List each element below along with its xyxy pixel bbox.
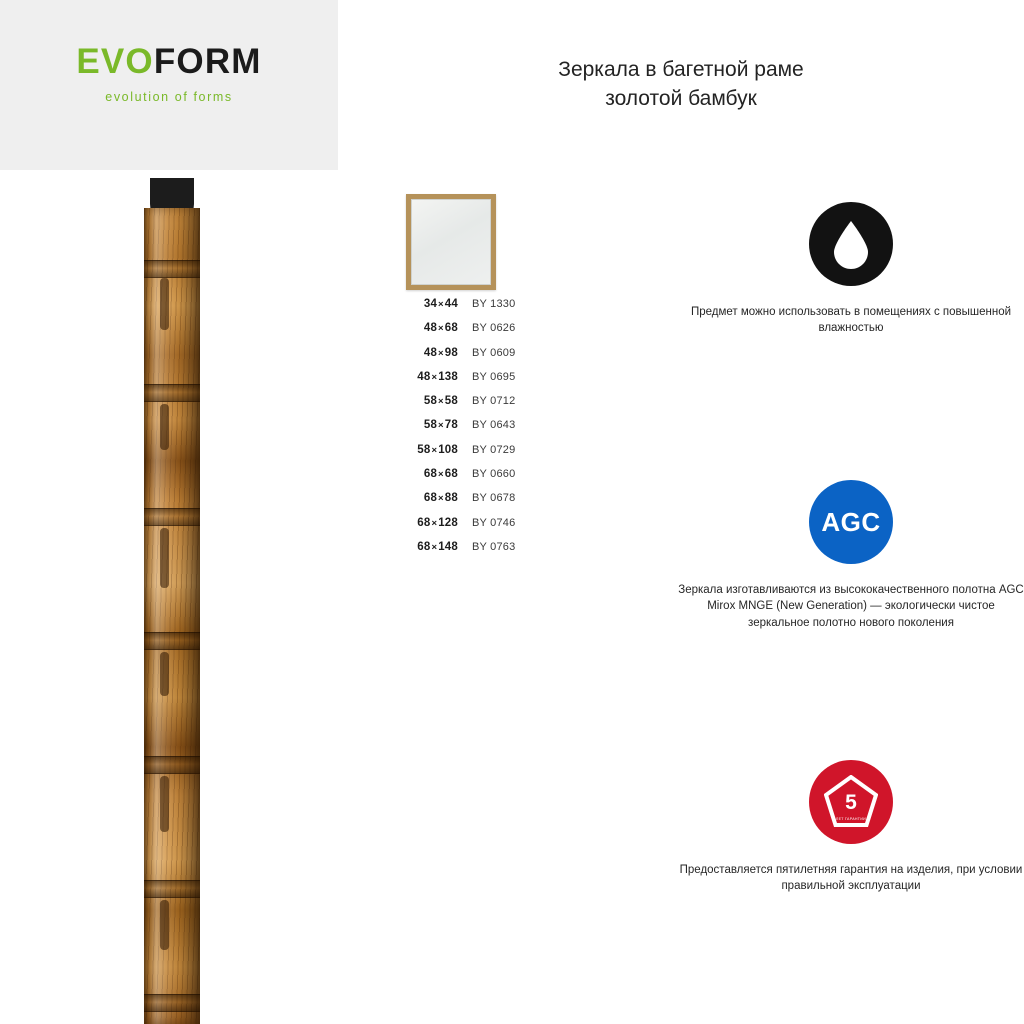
warranty-pentagon	[824, 775, 878, 829]
size-separator-icon: ×	[438, 469, 444, 481]
size-row	[338, 419, 678, 443]
size-article-code: BY 0643	[472, 419, 516, 432]
size-article-code: BY 0746	[472, 516, 516, 529]
page-title-line1: Зеркала в багетной раме	[558, 58, 804, 81]
size-article-code: BY 1330	[472, 298, 516, 310]
moulding-node	[144, 880, 200, 898]
size-row	[338, 517, 678, 541]
size-height: 68	[444, 322, 458, 335]
size-dimensions	[338, 298, 472, 310]
feature-moisture-text: Предмет можно использовать в помещениях с повышенной влажностью	[690, 306, 1012, 335]
size-height: 68	[444, 468, 458, 481]
size-height: 108	[438, 443, 458, 456]
moulding-node	[144, 508, 200, 526]
size-width: 68	[417, 516, 431, 529]
size-height: 138	[438, 370, 458, 383]
size-article-code: BY 0712	[472, 395, 516, 408]
gold-bamboo-moulding-sample	[144, 208, 200, 1024]
size-dimensions	[338, 517, 472, 529]
size-dimensions	[338, 347, 472, 359]
size-separator-icon: ×	[438, 396, 444, 408]
warranty-caption: ЛЕТ ГАРАНТИИ	[835, 817, 867, 821]
size-width: 68	[423, 492, 438, 505]
size-dimensions	[338, 419, 472, 431]
size-separator-icon: ×	[438, 347, 444, 359]
size-article-code: BY 0626	[472, 322, 516, 335]
size-separator-icon: ×	[431, 444, 438, 456]
five-year-warranty-icon	[809, 760, 893, 844]
moulding-grain	[160, 528, 169, 588]
size-height: 78	[444, 419, 458, 432]
size-row	[338, 444, 678, 468]
size-article-code: BY 0729	[472, 443, 516, 456]
logo-wordmark-form: FORM	[153, 42, 262, 81]
moulding-sample-column	[0, 170, 338, 1024]
feature-warranty-text: Предоставляется пятилетняя гарантия на изделия, при условии правильной эксплуатации	[679, 864, 1023, 893]
page-header	[0, 0, 1024, 170]
brand-logo	[0, 44, 338, 104]
moulding-grain	[160, 776, 169, 832]
size-height: 58	[444, 395, 458, 408]
moulding-node	[144, 260, 200, 278]
logo-panel	[0, 0, 338, 170]
sizes-column	[338, 170, 678, 1024]
size-article-code: BY 0660	[472, 468, 516, 481]
size-article-code: BY 0678	[472, 492, 516, 505]
size-height: 44	[444, 298, 458, 310]
size-separator-icon: ×	[431, 541, 438, 553]
size-dimensions	[338, 322, 472, 334]
size-list	[338, 298, 678, 565]
moulding-grain	[160, 900, 169, 950]
size-width: 58	[423, 419, 438, 432]
logo-tagline: evolution of forms	[105, 90, 233, 104]
size-width: 34	[423, 298, 438, 310]
size-separator-icon: ×	[438, 420, 444, 432]
water-drop-glyph	[832, 221, 870, 269]
size-separator-icon: ×	[438, 493, 444, 505]
size-separator-icon: ×	[431, 371, 438, 383]
size-dimensions	[338, 468, 472, 480]
title-panel	[338, 0, 1024, 170]
warranty-years: 5	[845, 790, 857, 814]
size-dimensions	[338, 371, 472, 383]
size-height: 98	[444, 346, 458, 359]
moulding-grain	[160, 404, 169, 450]
feature-agc	[678, 480, 1024, 631]
logo-wordmark-evo: EVO	[76, 42, 154, 81]
moulding-grain	[160, 278, 169, 330]
size-article-code: BY 0695	[472, 370, 516, 383]
mirror-glass	[411, 199, 491, 285]
size-separator-icon: ×	[438, 299, 444, 310]
water-drop-icon	[809, 202, 893, 286]
size-row	[338, 371, 678, 395]
size-row	[338, 347, 678, 371]
size-width: 48	[423, 346, 438, 359]
size-row	[338, 395, 678, 419]
size-width: 58	[417, 443, 431, 456]
size-separator-icon: ×	[438, 323, 444, 335]
size-dimensions	[338, 492, 472, 504]
size-width: 58	[423, 395, 438, 408]
moulding-grain	[160, 652, 169, 696]
size-height: 148	[438, 540, 458, 553]
size-row	[338, 322, 678, 346]
moulding-node	[144, 994, 200, 1012]
size-width: 68	[417, 540, 431, 553]
size-width: 48	[423, 322, 438, 335]
feature-moisture	[678, 202, 1024, 337]
size-row	[338, 468, 678, 492]
moulding-node	[144, 756, 200, 774]
size-separator-icon: ×	[431, 517, 438, 529]
features-column	[678, 170, 1024, 1024]
size-height: 88	[444, 492, 458, 505]
size-row	[338, 492, 678, 516]
size-width: 48	[417, 370, 431, 383]
size-width: 68	[423, 468, 438, 481]
feature-warranty	[678, 760, 1024, 895]
agc-logo-icon	[809, 480, 893, 564]
moulding-node	[144, 632, 200, 650]
size-height: 128	[438, 516, 458, 529]
size-row	[338, 298, 678, 322]
mirror-in-frame-preview	[406, 194, 496, 290]
size-dimensions	[338, 395, 472, 407]
size-article-code: BY 0763	[472, 540, 516, 553]
size-dimensions	[338, 541, 472, 553]
moulding-node	[144, 384, 200, 402]
page-title-line2: золотой бамбук	[605, 86, 757, 110]
logo-wordmark	[0, 44, 338, 79]
size-dimensions	[338, 444, 472, 456]
page-title	[338, 56, 1024, 114]
feature-agc-text: Зеркала изготавливаются из высококачественного полотна AGC Mirox MNGE (New Generation) — экологически чистое зеркальное полотно нового поколения	[678, 584, 1024, 629]
size-row	[338, 541, 678, 565]
agc-logo-label: AGC	[821, 506, 881, 537]
size-article-code: BY 0609	[472, 346, 516, 359]
